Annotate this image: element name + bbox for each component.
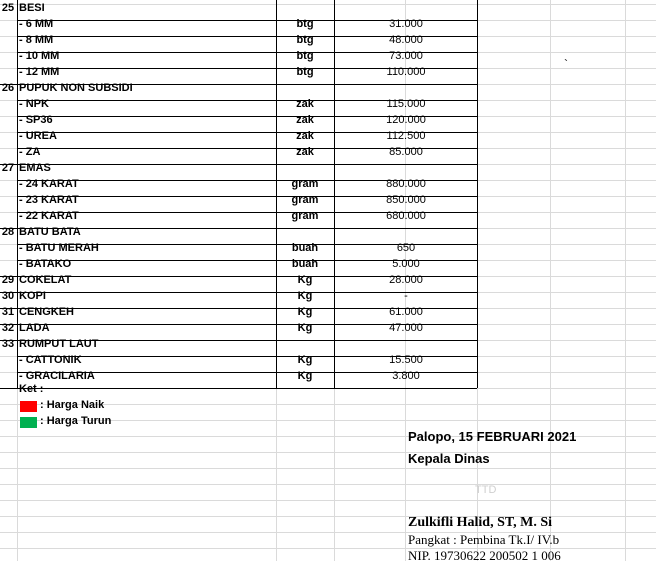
row-number	[0, 145, 16, 160]
price-cell: 31.000	[389, 18, 423, 30]
price-cell	[334, 161, 478, 176]
ttd-mark: TTD	[475, 484, 497, 496]
unit-cell: buah	[291, 242, 319, 254]
row-number: 30	[1, 290, 15, 302]
row-number: 25	[1, 2, 15, 14]
unit-cell: zak	[296, 130, 314, 142]
legend-up-label: : Harga Naik	[40, 399, 105, 411]
unit-cell: Kg	[297, 354, 313, 366]
row-number	[0, 33, 16, 48]
unit-cell: buah	[291, 258, 319, 270]
stray-mark: `	[564, 57, 568, 71]
row-number	[0, 241, 16, 256]
row-number	[0, 65, 16, 80]
price-cell: 28.000	[389, 274, 423, 286]
row-number: 31	[1, 306, 15, 318]
row-number	[0, 97, 16, 112]
row-number: 29	[1, 274, 15, 286]
price-cell: 73.000	[389, 50, 423, 62]
position-title: Kepala Dinas	[408, 451, 490, 466]
legend-title: Ket :	[19, 383, 44, 395]
commodity-name: - UREA	[19, 130, 57, 142]
price-cell: 115.000	[386, 98, 426, 110]
price-cell: 680.000	[386, 210, 426, 222]
table-border-vertical	[17, 0, 18, 388]
price-cell: -	[404, 290, 408, 302]
row-number	[0, 49, 16, 64]
place-date: Palopo, 15 FEBRUARI 2021	[408, 429, 577, 444]
commodity-name: - BATU MERAH	[19, 242, 99, 254]
grid-row-line	[0, 500, 656, 501]
legend-up-swatch	[20, 401, 37, 412]
unit-cell: zak	[296, 146, 314, 158]
row-number	[0, 17, 16, 32]
unit-cell: btg	[296, 18, 314, 30]
price-cell	[334, 337, 478, 352]
unit-cell: gram	[291, 178, 319, 190]
row-number	[0, 113, 16, 128]
grid-row-line	[0, 484, 656, 485]
row-number	[0, 209, 16, 224]
price-cell: 15.500	[389, 354, 423, 366]
price-cell: 110.000	[386, 66, 426, 78]
unit-cell: gram	[291, 194, 319, 206]
grid-row-line	[0, 516, 656, 517]
price-cell	[334, 1, 478, 16]
commodity-name: BESI	[19, 2, 45, 14]
unit-cell	[276, 161, 334, 176]
row-number	[0, 257, 16, 272]
price-cell: 112.500	[386, 130, 426, 142]
row-number	[0, 193, 16, 208]
signatory-rank: Pangkat : Pembina Tk.I/ IV.b	[408, 532, 560, 547]
signatory-name: Zulkifli Halid, ST, M. Si	[408, 515, 553, 530]
unit-cell: Kg	[297, 274, 313, 286]
commodity-name: - 12 MM	[19, 66, 60, 78]
unit-cell	[276, 337, 334, 352]
row-number	[0, 369, 16, 384]
commodity-name: KOPI	[19, 290, 46, 302]
commodity-name: BATU BATA	[19, 226, 81, 238]
price-cell: 120.000	[386, 114, 426, 126]
unit-cell	[276, 81, 334, 96]
price-cell: 650	[396, 242, 416, 254]
unit-cell: zak	[296, 98, 314, 110]
legend-down-label: : Harga Turun	[40, 415, 112, 427]
unit-cell: btg	[296, 50, 314, 62]
commodity-name: - SP36	[19, 114, 53, 126]
grid-row-line	[0, 452, 656, 453]
unit-cell: Kg	[297, 306, 313, 318]
commodity-name: - 8 MM	[19, 34, 54, 46]
commodity-name: - 6 MM	[19, 18, 54, 30]
unit-cell: Kg	[297, 290, 313, 302]
commodity-name: - GRACILARIA	[19, 370, 95, 382]
price-cell: 48.000	[389, 34, 423, 46]
commodity-name: RUMPUT LAUT	[19, 338, 99, 350]
commodity-name: - NPK	[19, 98, 49, 110]
price-cell: 47.000	[389, 322, 423, 334]
price-cell: 880.000	[386, 178, 426, 190]
unit-cell: Kg	[297, 370, 313, 382]
unit-cell: gram	[291, 210, 319, 222]
commodity-name: - ZA	[19, 146, 41, 158]
commodity-name: - CATTONIK	[19, 354, 82, 366]
unit-cell	[276, 225, 334, 240]
price-cell: 61.000	[389, 306, 423, 318]
unit-cell	[276, 1, 334, 16]
price-cell	[334, 225, 478, 240]
table-border-horizontal	[0, 388, 477, 389]
commodity-name: - 10 MM	[19, 50, 60, 62]
unit-cell: Kg	[297, 322, 313, 334]
unit-cell: btg	[296, 66, 314, 78]
price-cell: 85.000	[389, 146, 423, 158]
price-cell: 5.000	[392, 258, 420, 270]
unit-cell: zak	[296, 114, 314, 126]
row-number: 33	[1, 338, 15, 350]
commodity-name: - 22 KARAT	[19, 210, 79, 222]
row-number: 26	[1, 82, 15, 94]
grid-row-line	[0, 468, 656, 469]
row-number	[0, 129, 16, 144]
legend-down-swatch	[20, 417, 37, 428]
row-number: 28	[1, 226, 15, 238]
commodity-name: - 23 KARAT	[19, 194, 79, 206]
commodity-name: CENGKEH	[19, 306, 75, 318]
unit-cell: btg	[296, 34, 314, 46]
commodity-name: - BATAKO	[19, 258, 72, 270]
price-cell	[334, 81, 478, 96]
price-cell: 850.000	[386, 194, 426, 206]
signatory-nip: NIP. 19730622 200502 1 006	[408, 548, 561, 563]
row-number	[0, 353, 16, 368]
row-number: 27	[1, 162, 15, 174]
row-number: 32	[1, 322, 15, 334]
commodity-name: COKELAT	[19, 274, 72, 286]
price-cell: 3.800	[392, 370, 420, 382]
commodity-name: LADA	[19, 322, 50, 334]
commodity-name: PUPUK NON SUBSIDI	[19, 82, 133, 94]
row-number	[0, 177, 16, 192]
commodity-name: EMAS	[19, 162, 51, 174]
commodity-name: - 24 KARAT	[19, 178, 79, 190]
